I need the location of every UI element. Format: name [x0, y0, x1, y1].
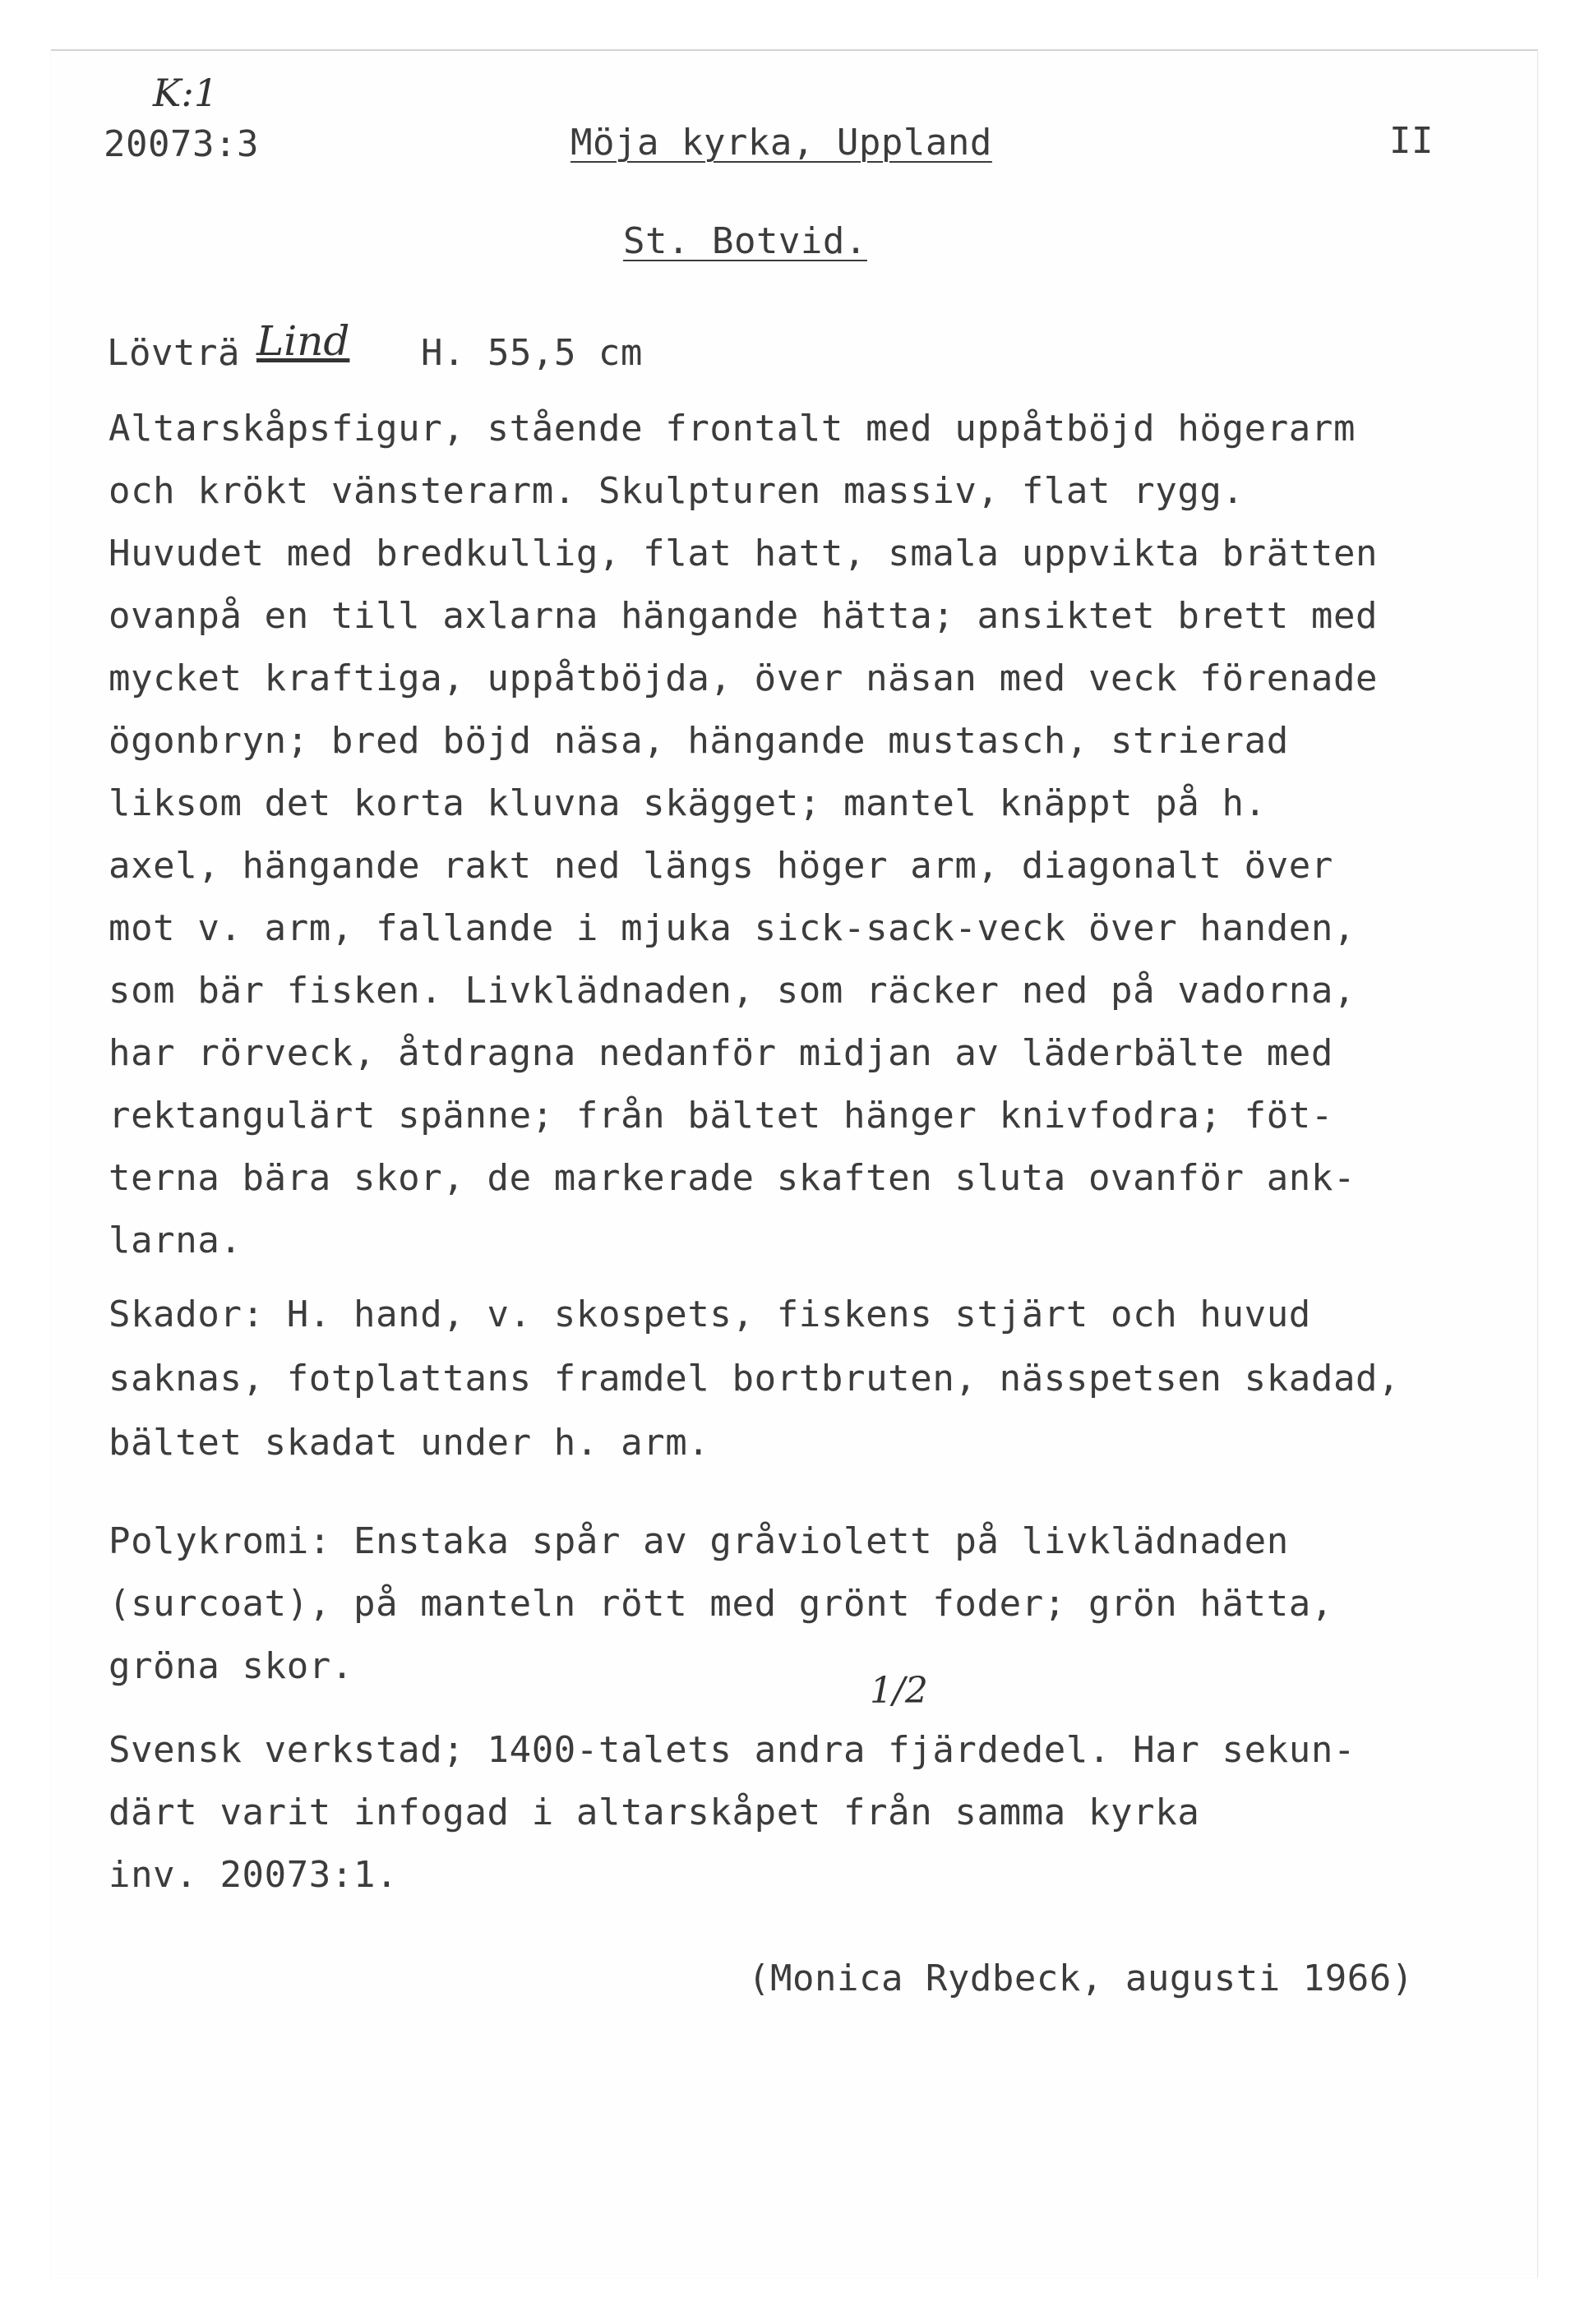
- description-line: liksom det korta kluvna skägget; mantel knäppt på h.: [109, 782, 1267, 824]
- dimension: H. 55,5 cm: [421, 332, 643, 374]
- signature: (Monica Rydbeck, augusti 1966): [748, 1957, 1414, 1999]
- description-line: axel, hängande rakt ned längs höger arm, diagonalt över: [109, 845, 1333, 887]
- material-annotation: Lind: [256, 317, 350, 365]
- description-line: har rörveck, åtdragna nedanför midjan av läderbälte med: [109, 1032, 1333, 1074]
- description-line: larna.: [109, 1220, 243, 1261]
- description-line: mycket kraftiga, uppåtböjda, över näsan med veck förenade: [109, 657, 1379, 699]
- polychromy-line: (surcoat), på manteln rött med grönt foder; grön hätta,: [109, 1583, 1333, 1625]
- damage-line: Skador: H. hand, v. skospets, fiskens stjärt och huvud: [109, 1293, 1311, 1335]
- handwritten-margin-note: 1/2: [870, 1670, 928, 1712]
- polychromy-line: gröna skor.: [109, 1645, 353, 1687]
- dating-line: inv. 20073:1.: [109, 1854, 399, 1896]
- description-line: och krökt vänsterarm. Skulpturen massiv, flat rygg.: [109, 470, 1245, 512]
- handwritten-top-mark: K:1: [153, 71, 219, 115]
- description-line: mot v. arm, fallande i mjuka sick-sack-veck över handen,: [109, 907, 1356, 949]
- description-line: Huvudet med bredkullig, flat hatt, smala uppvikta brätten: [109, 533, 1379, 574]
- dating-line: Svensk verkstad; 1400-talets andra fjärdedel. Har sekun-: [109, 1729, 1356, 1771]
- description-line: ovanpå en till axlarna hängande hätta; ansiktet brett med: [109, 595, 1379, 637]
- subject-title: St. Botvid.: [623, 220, 867, 262]
- polychromy-line: Polykromi: Enstaka spår av gråviolett på livklädnaden: [109, 1520, 1289, 1562]
- description-line: Altarskåpsfigur, stående frontalt med uppåtböjd högerarm: [109, 408, 1356, 450]
- description-line: rektangulärt spänne; från bältet hänger knivfodra; föt-: [109, 1095, 1333, 1137]
- description-line: ögonbryn; bred böjd näsa, hängande mustasch, strierad: [109, 720, 1289, 762]
- material-label: Lövträ: [107, 332, 240, 374]
- volume-number: II: [1389, 120, 1434, 162]
- damage-line: bältet skadat under h. arm.: [109, 1422, 710, 1464]
- inventory-number: 20073:3: [104, 123, 259, 165]
- location-title: Möja kyrka, Uppland: [570, 122, 992, 164]
- dating-line: därt varit infogad i altarskåpet från samma kyrka: [109, 1791, 1200, 1833]
- description-line: terna bära skor, de markerade skaften sluta ovanför ank-: [109, 1157, 1356, 1199]
- description-line: som bär fisken. Livklädnaden, som räcker ned på vadorna,: [109, 970, 1356, 1012]
- damage-line: saknas, fotplattans framdel bortbruten, nässpetsen skadad,: [109, 1358, 1401, 1399]
